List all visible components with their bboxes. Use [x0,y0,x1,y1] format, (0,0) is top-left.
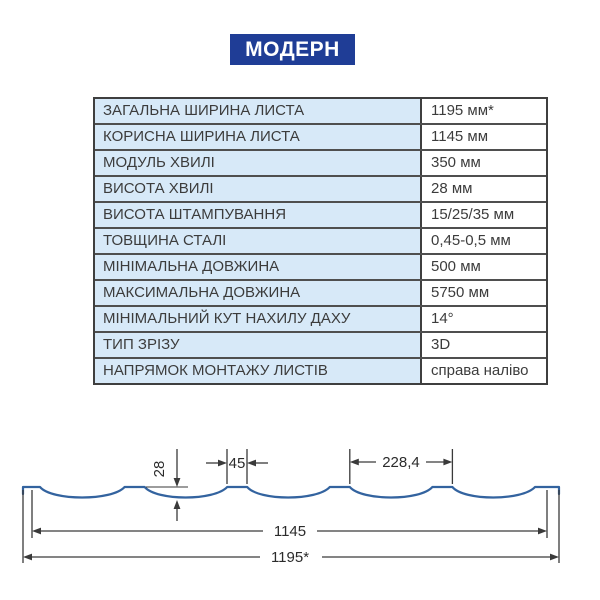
table-row [95,359,546,383]
arrow-left-icon [247,460,256,467]
dim-wave-height [146,449,188,521]
arrow-right-icon [218,460,227,467]
table-row [95,99,546,125]
dim-label-wave-height: 28 [151,460,168,478]
arrow-up-icon [174,500,181,509]
row-label: ВИСОТА ХВИЛІ [95,177,422,201]
row-value: справа наліво [422,359,546,383]
table-row [95,229,546,255]
row-value: 28 мм [422,177,546,201]
table-row [95,151,546,177]
product-title-badge: МОДЕРН [230,34,355,65]
row-label: КОРИСНА ШИРИНА ЛИСТА [95,125,422,149]
row-value: 0,45-0,5 мм [422,229,546,253]
dim-label-overall-width: 1195* [270,549,310,566]
row-value: 15/25/35 мм [422,203,546,227]
arrow-right-icon [443,459,452,466]
arrow-right-icon [538,528,547,535]
row-value: 1195 мм* [422,99,546,123]
row-label: МОДУЛЬ ХВИЛІ [95,151,422,175]
table-row [95,203,546,229]
table-row [95,307,546,333]
row-value: 14° [422,307,546,331]
row-label: МІНІМАЛЬНИЙ КУТ НАХИЛУ ДАХУ [95,307,422,331]
arrow-left-icon [32,528,41,535]
table-row [95,177,546,203]
dim-label-useful-width: 1145 [273,523,307,540]
sheet-profile-path [23,487,559,498]
table-row [95,125,546,151]
row-label: МІНІМАЛЬНА ДОВЖИНА [95,255,422,279]
row-label: ТОВЩИНА СТАЛІ [95,229,422,253]
table-row [95,255,546,281]
table-row [95,333,546,359]
dim-wave-pitch [350,449,453,484]
row-value: 500 мм [422,255,546,279]
row-label: МАКСИМАЛЬНА ДОВЖИНА [95,281,422,305]
dim-crest-width [206,449,268,484]
dim-label-crest-width: 45 [228,455,246,472]
row-label: НАПРЯМОК МОНТАЖУ ЛИСТІВ [95,359,422,383]
row-label: ЗАГАЛЬНА ШИРИНА ЛИСТА [95,99,422,123]
table-row [95,281,546,307]
row-value: 5750 мм [422,281,546,305]
row-value: 1145 мм [422,125,546,149]
arrow-right-icon [550,554,559,561]
spec-table [93,97,548,385]
dim-label-wave-pitch: 228,4 [382,454,420,471]
row-label: ВИСОТА ШТАМПУВАННЯ [95,203,422,227]
arrow-left-icon [23,554,32,561]
arrow-left-icon [350,459,359,466]
row-value: 350 мм [422,151,546,175]
row-value: 3D [422,333,546,357]
arrow-down-icon [174,478,181,487]
row-label: ТИП ЗРІЗУ [95,333,422,357]
profile-dimension-drawing [0,430,600,600]
